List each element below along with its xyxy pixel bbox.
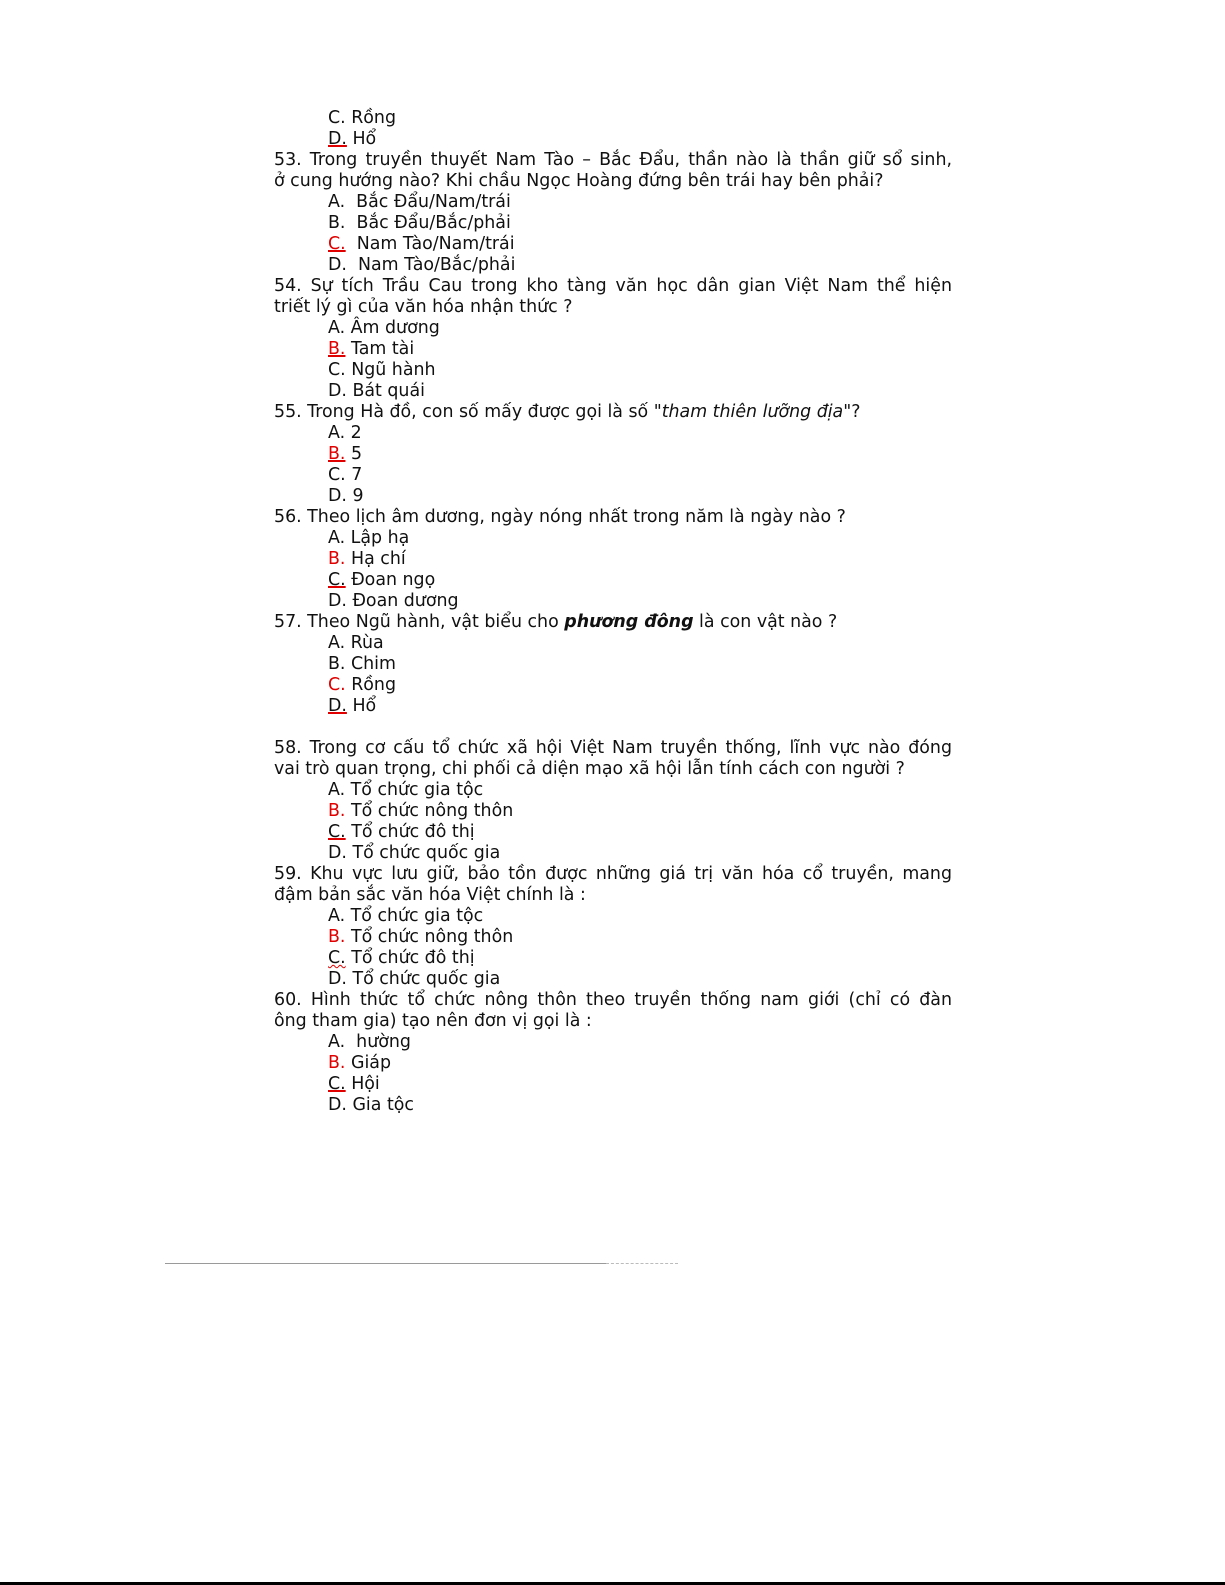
question-text-part: ở cung hướng nào? Khi chầu Ngọc Hoàng đứng bên trái hay bên phải? xyxy=(274,171,884,191)
question-text-part: 59. Khu vực lưu giữ, bảo tồn được những giá trị văn hóa cổ truyền, mang xyxy=(274,864,952,884)
option-label: B. xyxy=(328,801,346,821)
question-page xyxy=(274,108,952,1116)
question-text xyxy=(274,276,952,297)
option-label: C. xyxy=(328,948,346,968)
answer-option xyxy=(274,843,952,864)
option-label: C. xyxy=(328,822,346,842)
answer-option xyxy=(274,360,952,381)
answer-option xyxy=(274,213,952,234)
question-text xyxy=(274,990,952,1011)
question-text xyxy=(274,297,952,318)
option-text: 7 xyxy=(345,465,363,485)
answer-option xyxy=(274,1032,952,1053)
option-text: Đoan dương xyxy=(346,591,459,611)
option-label: D. xyxy=(328,129,347,149)
option-label: C. xyxy=(328,1074,346,1094)
blank-line xyxy=(274,717,952,738)
footnote-separator-dash xyxy=(606,1263,678,1264)
bold-italic-term: phương đông xyxy=(564,612,694,632)
answer-option xyxy=(274,255,952,276)
option-text: Âm dương xyxy=(345,318,440,338)
question-text xyxy=(274,738,952,759)
answer-option xyxy=(274,696,952,717)
option-label: A. xyxy=(328,906,346,926)
option-label: A. xyxy=(328,423,346,443)
option-label: A. xyxy=(328,1032,346,1052)
option-label: D. xyxy=(328,696,347,716)
option-label: C. xyxy=(328,234,346,254)
option-text: Tổ chức nông thôn xyxy=(345,801,514,821)
answer-option xyxy=(274,822,952,843)
option-label: D. xyxy=(328,255,347,275)
option-label: B. xyxy=(328,444,346,464)
answer-option xyxy=(274,1074,952,1095)
question-text-part: 60. Hình thức tổ chức nông thôn theo truyền thống nam giới (chỉ có đàn xyxy=(274,990,952,1010)
option-text: Tam tài xyxy=(345,339,415,359)
option-label: C. xyxy=(328,108,346,128)
option-text: Tổ chức gia tộc xyxy=(345,780,484,800)
option-text: Hội xyxy=(345,1074,380,1094)
answer-option xyxy=(274,948,952,969)
answer-option xyxy=(274,192,952,213)
option-label: C. xyxy=(328,570,346,590)
option-text: Tổ chức đô thị xyxy=(345,822,475,842)
answer-option xyxy=(274,906,952,927)
option-text: Rồng xyxy=(345,108,396,128)
answer-option xyxy=(274,780,952,801)
option-text: 5 xyxy=(345,444,363,464)
option-label: C. xyxy=(328,675,346,695)
option-text: hường xyxy=(345,1032,411,1052)
option-text: Rùa xyxy=(345,633,384,653)
option-label: A. xyxy=(328,528,346,548)
answer-option xyxy=(274,591,952,612)
option-text: Chim xyxy=(345,654,396,674)
option-label: C. xyxy=(328,360,346,380)
option-label: B. xyxy=(328,549,346,569)
answer-option xyxy=(274,108,952,129)
option-text: Nam Tào/Nam/trái xyxy=(345,234,515,254)
answer-option xyxy=(274,423,952,444)
question-text-part: vai trò quan trọng, chi phối cả diện mạo xã hội lẫn tính cách con người ? xyxy=(274,759,905,779)
answer-option xyxy=(274,654,952,675)
answer-option xyxy=(274,528,952,549)
answer-option xyxy=(274,465,952,486)
question-text-part: 56. Theo lịch âm dương, ngày nóng nhất trong năm là ngày nào ? xyxy=(274,507,846,527)
answer-option xyxy=(274,444,952,465)
answer-option xyxy=(274,675,952,696)
option-text: Lập hạ xyxy=(345,528,410,548)
question-text-part: 58. Trong cơ cấu tổ chức xã hội Việt Nam truyền thống, lĩnh vực nào đóng xyxy=(274,738,952,758)
option-label: D. xyxy=(328,381,347,401)
answer-option xyxy=(274,969,952,990)
option-label: B. xyxy=(328,1053,346,1073)
option-label: A. xyxy=(328,633,346,653)
option-text: Đoan ngọ xyxy=(345,570,436,590)
option-label: A. xyxy=(328,192,346,212)
question-text xyxy=(274,402,952,423)
answer-option xyxy=(274,486,952,507)
answer-option xyxy=(274,633,952,654)
option-text: Hổ xyxy=(346,696,377,716)
option-text: Bát quái xyxy=(346,381,425,401)
option-label: D. xyxy=(328,843,347,863)
answer-option xyxy=(274,339,952,360)
option-text: Giáp xyxy=(345,1053,392,1073)
option-label: B. xyxy=(328,213,346,233)
question-text-part: 55. Trong Hà đồ, con số mấy được gọi là số " xyxy=(274,402,662,422)
option-label: D. xyxy=(328,969,347,989)
option-label: B. xyxy=(328,927,346,947)
italic-term: tham thiên lưỡng địa xyxy=(661,402,844,422)
question-text-part: đậm bản sắc văn hóa Việt chính là : xyxy=(274,885,586,905)
question-text-part: 57. Theo Ngũ hành, vật biểu cho xyxy=(274,612,565,632)
answer-option xyxy=(274,549,952,570)
option-text: Tổ chức đô thị xyxy=(345,948,475,968)
question-text-part: 53. Trong truyền thuyết Nam Tào – Bắc Đẩu, thần nào là thần giữ sổ sinh, xyxy=(274,150,952,170)
question-text-part: triết lý gì của văn hóa nhận thức ? xyxy=(274,297,573,317)
option-label: B. xyxy=(328,339,346,359)
answer-option xyxy=(274,927,952,948)
answer-option xyxy=(274,318,952,339)
option-label: D. xyxy=(328,486,347,506)
option-text: Tổ chức quốc gia xyxy=(346,843,501,863)
question-text xyxy=(274,759,952,780)
question-text xyxy=(274,507,952,528)
option-text: 2 xyxy=(345,423,362,443)
option-text: Gia tộc xyxy=(346,1095,414,1115)
answer-option xyxy=(274,129,952,150)
question-text-tail: "? xyxy=(843,402,861,422)
question-text xyxy=(274,171,952,192)
option-text: Rồng xyxy=(345,675,396,695)
question-text-tail: là con vật nào ? xyxy=(693,612,838,632)
question-text xyxy=(274,885,952,906)
option-text: Tổ chức quốc gia xyxy=(346,969,501,989)
option-text: Ngũ hành xyxy=(345,360,436,380)
option-label: A. xyxy=(328,318,346,338)
answer-option xyxy=(274,234,952,255)
option-label: C. xyxy=(328,465,346,485)
question-text xyxy=(274,1011,952,1032)
question-text xyxy=(274,150,952,171)
footnote-separator xyxy=(165,1263,606,1264)
option-label: B. xyxy=(328,654,346,674)
question-text xyxy=(274,864,952,885)
answer-option xyxy=(274,1053,952,1074)
option-text: Hổ xyxy=(346,129,377,149)
question-text xyxy=(274,612,952,633)
question-text-part: 54. Sự tích Trầu Cau trong kho tàng văn học dân gian Việt Nam thể hiện xyxy=(274,276,952,296)
option-label: D. xyxy=(328,591,347,611)
option-label: D. xyxy=(328,1095,347,1115)
option-text: Hạ chí xyxy=(345,549,406,569)
answer-option xyxy=(274,801,952,822)
option-text: Tổ chức gia tộc xyxy=(345,906,484,926)
answer-option xyxy=(274,1095,952,1116)
option-text: 9 xyxy=(346,486,364,506)
option-text: Tổ chức nông thôn xyxy=(345,927,514,947)
option-text: Bắc Đẩu/Nam/trái xyxy=(345,192,511,212)
option-text: Nam Tào/Bắc/phải xyxy=(346,255,516,275)
option-label: A. xyxy=(328,780,346,800)
option-text: Bắc Đẩu/Bắc/phải xyxy=(345,213,511,233)
answer-option xyxy=(274,570,952,591)
question-text-part: ông tham gia) tạo nên đơn vị gọi là : xyxy=(274,1011,592,1031)
answer-option xyxy=(274,381,952,402)
